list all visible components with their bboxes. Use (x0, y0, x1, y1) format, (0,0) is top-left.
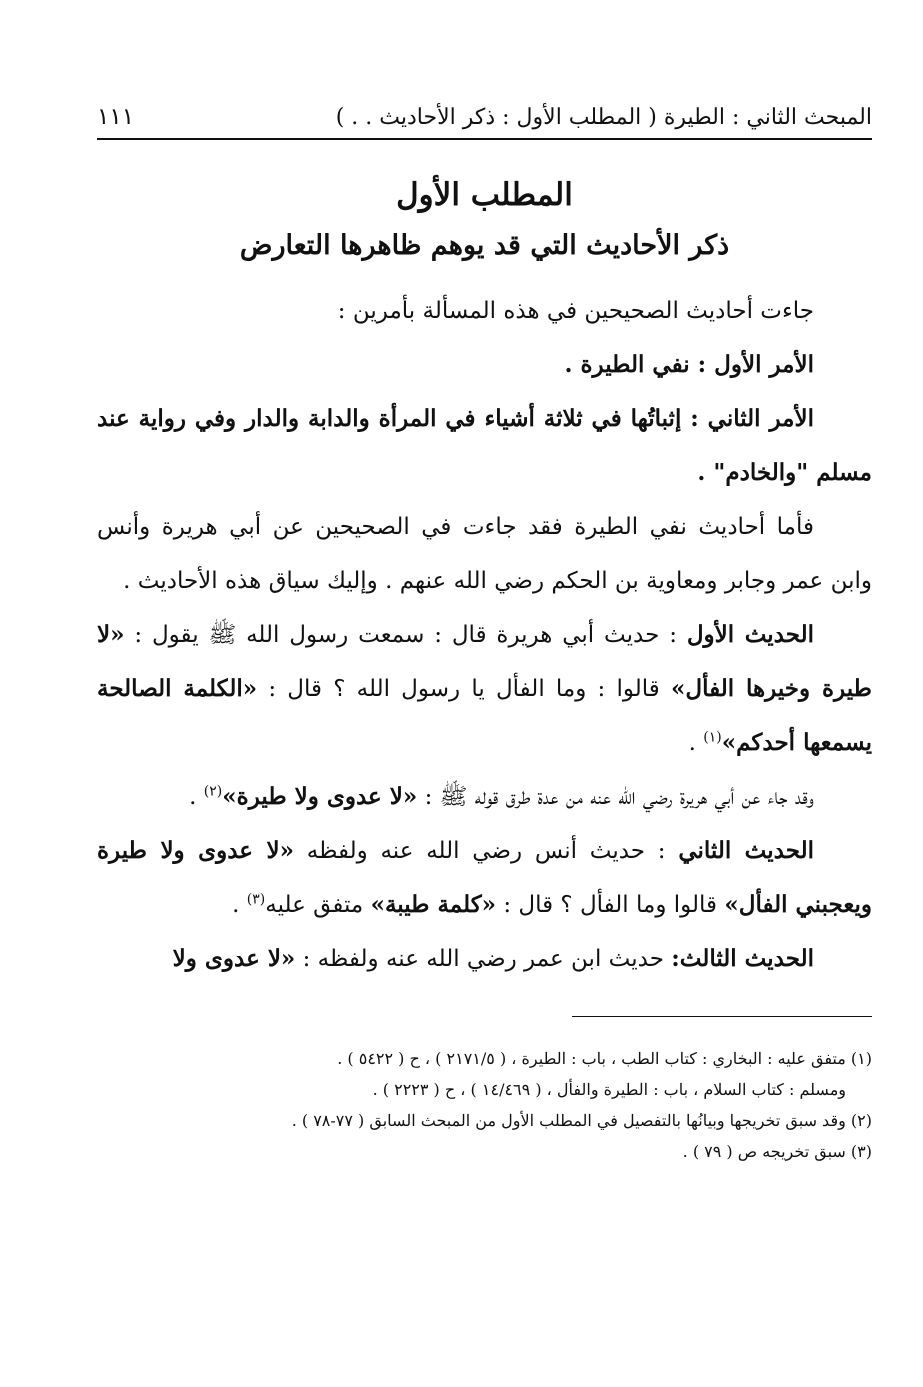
abu-hurayra-quote: «لا عدوى ولا طيرة» (222, 783, 418, 810)
second-hadith-question: قالوا وما الفأل ؟ قال : (496, 892, 725, 918)
first-hadith-label: الحديث الأول (686, 621, 814, 648)
footnote-1-continuation: ومسلم : كتاب السلام ، باب : الطيرة والفأل ، ( ١٤/٤٦٩ ) ، ح ( ٢٢٢٣ ) . (372, 1080, 846, 1099)
footnotes (97, 1043, 872, 1167)
abu-hurayra-paragraph (97, 770, 872, 824)
footnote-ref-1[interactable]: (١) (703, 729, 722, 746)
hadith-sources-paragraph: فأما أحاديث نفي الطيرة فقد جاءت في الصحيحين عن أبي هريرة وأنس وابن عمر وجابر ومعاوية بن الحكم رضي الله عنهم . وإليك سياق هذه الأحاديث . (97, 514, 872, 594)
footnote-divider (572, 1016, 872, 1017)
third-hadith-label: الحديث الثالث: (671, 945, 814, 972)
first-hadith-answer: «الكلمة الصالحة يسمعها أحدكم» (97, 675, 872, 756)
third-hadith-intro: حديث ابن عمر رضي الله عنه ولفظه : (295, 946, 672, 972)
section-title: المطلب الأول (396, 177, 573, 213)
footnote-3: (٣) سبق تخريجه ص ( ٧٩ ) . (682, 1142, 872, 1161)
footnote-2: (٢) وقد سبق تخريجها وبيانُها بالتفصيل في المطلب الأول من المبحث السابق ( ٧٧-٧٨ ) . (291, 1111, 872, 1130)
first-hadith-question: قالوا : وما الفأل يا رسول الله ؟ قال : (257, 676, 671, 702)
body-text (97, 284, 872, 986)
page-number: ١١١ (97, 104, 135, 130)
header-divider (97, 138, 872, 140)
second-hadith-agreed: متفق عليه (265, 892, 371, 918)
second-hadith-answer: «كلمة طيبة» (370, 891, 497, 918)
second-hadith-label: الحديث الثاني (678, 837, 814, 864)
running-header (97, 100, 872, 134)
book-page (97, 100, 872, 1167)
intro-paragraph: جاءت أحاديث الصحيحين في هذه المسألة بأمرين : (337, 298, 814, 324)
abu-hurayra-end: . (189, 784, 204, 810)
first-hadith-end: . (688, 730, 704, 756)
second-hadith-quote: «لا عدوى ولا طيرة ويعجبني الفأل» (97, 837, 872, 918)
running-title: المبحث الثاني : الطيرة ( المطلب الأول : ذكر الأحاديث . . ) (335, 105, 872, 130)
second-hadith-end: . (232, 892, 247, 918)
first-hadith-quote: «لا طيرة وخيرها الفأل» (97, 621, 872, 702)
second-hadith-paragraph (97, 824, 872, 932)
first-hadith-paragraph (97, 608, 872, 770)
footnote-ref-3[interactable]: (٣) (246, 891, 266, 908)
abu-hurayra-intro: وقد جاء عن أبي هريرة رضي الله عنه من عدة طرق قوله ﷺ : (417, 784, 814, 810)
first-hadith-intro: : حديث أبي هريرة قال : سمعت رسول الله ﷺ يقول : (124, 622, 687, 648)
first-matter-paragraph: الأمر الأول : نفي الطيرة . (564, 351, 814, 378)
footnote-1: (١) متفق عليه : البخاري : كتاب الطب ، باب : الطيرة ، ( ٢١٧١/٥ ) ، ح ( ٥٤٢٢ ) . (337, 1049, 872, 1068)
third-hadith-paragraph (97, 932, 872, 986)
section-subtitle: ذكر الأحاديث التي قد يوهم ظاهرها التعارض (239, 230, 730, 261)
second-hadith-intro: : حديث أنس رضي الله عنه ولفظه (293, 838, 679, 864)
footnote-ref-2[interactable]: (٢) (203, 783, 223, 800)
third-hadith-quote: «لا عدوى ولا (172, 945, 296, 972)
second-matter-paragraph: الأمر الثاني : إثباتُها في ثلاثة أشياء في المرأة والدابة والدار وفي رواية عند مسلم "والخادم" . (97, 405, 872, 486)
